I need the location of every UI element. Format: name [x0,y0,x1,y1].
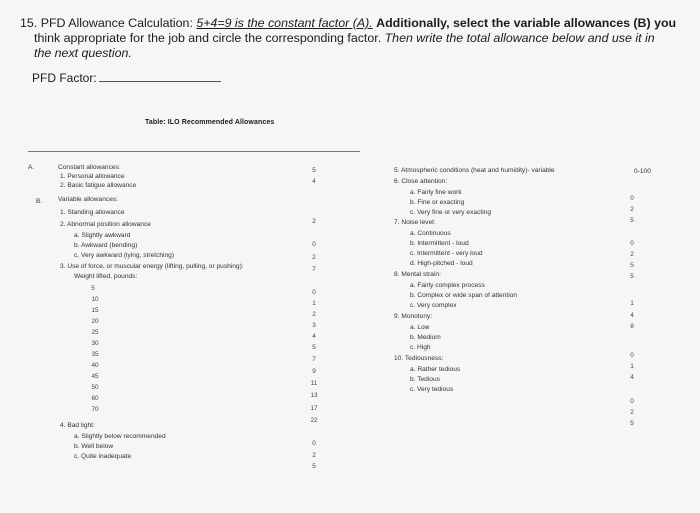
noise-c: c. Intermittent - very loud [410,250,483,257]
standing-value: 2 [312,218,316,225]
weight-60: 60 [91,395,99,402]
mental-b: b. Complex or wide span of attention [410,292,518,299]
close-attention: 6. Close attention: [394,178,448,185]
use-of-force: 3. Use of force, or muscular energy (lifting, pulling, or pushing): [60,263,244,270]
monotony-a: a. Low [410,324,430,331]
weight-45: 45 [91,373,99,380]
basic-value: 4 [312,178,316,185]
question-number: 15. [20,16,38,30]
question-lead: PFD Allowance Calculation: [40,16,193,30]
weight-45-value: 11 [310,380,318,387]
atmospheric-value: 0-100 [634,168,651,175]
atmospheric-conditions: 5. Atmospheric conditions (heat and humidity)- variable [394,167,555,174]
weight-40-value: 9 [312,368,316,375]
close-a-value: 0 [630,195,634,202]
noise-level: 7. Noise level: [394,219,436,226]
monotony-a-value: 0 [630,352,634,359]
abnormal-a-value: 0 [312,241,316,248]
weight-20-value: 3 [312,322,316,329]
noise-a-value: 0 [630,240,634,247]
section-b-label: B. [36,198,43,205]
weight-5-value: 0 [312,289,316,296]
weight-50: 50 [91,384,99,391]
mental-c: c. Very complex [410,302,457,309]
noise-d: d. High-pitched - loud [410,260,473,267]
noise-c-value: 5 [630,262,634,269]
weight-50-value: 13 [310,392,318,399]
weight-25: 25 [91,329,99,336]
light-a-value: 0 [312,440,316,447]
monotony: 9. Monotony: [394,313,433,320]
weight-35: 35 [91,351,99,358]
noise-b: b. Intermittent - loud [410,240,469,247]
basic-fatigue-allowance: 2. Basic fatigue allowance [60,182,137,189]
monotony-c-value: 4 [630,374,634,381]
mental-b-value: 4 [630,312,634,319]
abnormal-position: 2. Abnormal position allowance [60,221,151,228]
light-b: b. Well below [74,443,114,450]
tedious-c: c. Very tedious [410,386,454,393]
noise-a: a. Continuous [410,230,451,237]
noise-d-value: 5 [630,273,634,280]
weight-5: 5 [91,285,95,292]
pfd-factor-label: PFD Factor: [32,71,97,85]
mental-a: a. Fairly complex process [410,282,485,289]
bad-light: 4. Bad light: [60,422,95,429]
close-c-value: 5 [630,217,634,224]
constant-allowances: Constant allowances: [58,164,121,171]
weight-70: 70 [91,406,99,413]
abnormal-c-value: 7 [312,266,316,273]
mental-strain: 8. Mental strain: [394,271,441,278]
mental-a-value: 1 [630,300,634,307]
section-a-label: A. [28,164,35,171]
constant-expression: 5+4=9 is the constant factor (A). [196,16,373,30]
monotony-b: b. Medium [410,334,441,341]
tediousness: 10. Tediousness: [394,355,444,362]
personal-value: 5 [312,167,316,174]
question-line3: the next question. [34,46,132,60]
question-line2: think appropriate for the job and circle the corresponding factor. [34,31,382,45]
weight-30-value: 5 [312,344,316,351]
weight-10: 10 [91,296,99,303]
weight-35-value: 7 [312,356,316,363]
tedious-a: a. Rather tedious [410,366,461,373]
weight-30: 30 [91,340,99,347]
table-title: Table: ILO Recommended Allowances [145,119,275,126]
monotony-c: c. High [410,344,431,351]
weight-lifted-label: Weight lifted, pounds: [74,273,138,280]
light-b-value: 2 [312,452,316,459]
tedious-b: b. Tedious [410,376,440,383]
close-a: a. Fairly fine work [410,189,462,196]
tedious-b-value: 2 [630,409,634,416]
tedious-c-value: 5 [630,420,634,427]
light-c: c. Quite inadequate [74,453,132,460]
weight-70-value: 22 [310,417,318,424]
weight-60-value: 17 [310,405,318,412]
tedious-a-value: 0 [630,398,634,405]
weight-15: 15 [91,307,99,314]
weight-25-value: 4 [312,333,316,340]
abnormal-b: b. Awkward (bending) [74,242,138,249]
weight-40: 40 [91,362,99,369]
question-line2-italic: Then write the total allowance below and use it in [384,31,655,45]
close-c: c. Very fine or very exacting [410,209,491,216]
abnormal-a: a. Slightly awkward [74,232,131,239]
light-c-value: 5 [312,463,316,470]
abnormal-b-value: 2 [312,254,316,261]
question-bold-text: Additionally, select the variable allowances (B) you [376,16,677,30]
mental-c-value: 8 [630,323,634,330]
noise-b-value: 2 [630,251,634,258]
monotony-b-value: 1 [630,363,634,370]
standing-allowance: 1. Standing allowance [60,209,125,216]
weight-15-value: 2 [312,311,316,318]
abnormal-c: c. Very awkward (lying, stretching) [74,252,175,259]
weight-10-value: 1 [312,300,316,307]
light-a: a. Slightly below recommended [74,433,166,440]
weight-20: 20 [91,318,99,325]
variable-allowances: Variable allowances: [58,196,118,203]
close-b-value: 2 [630,206,634,213]
personal-allowance: 1. Personal allowance [60,173,125,180]
close-b: b. Fine or exacting [410,199,465,206]
